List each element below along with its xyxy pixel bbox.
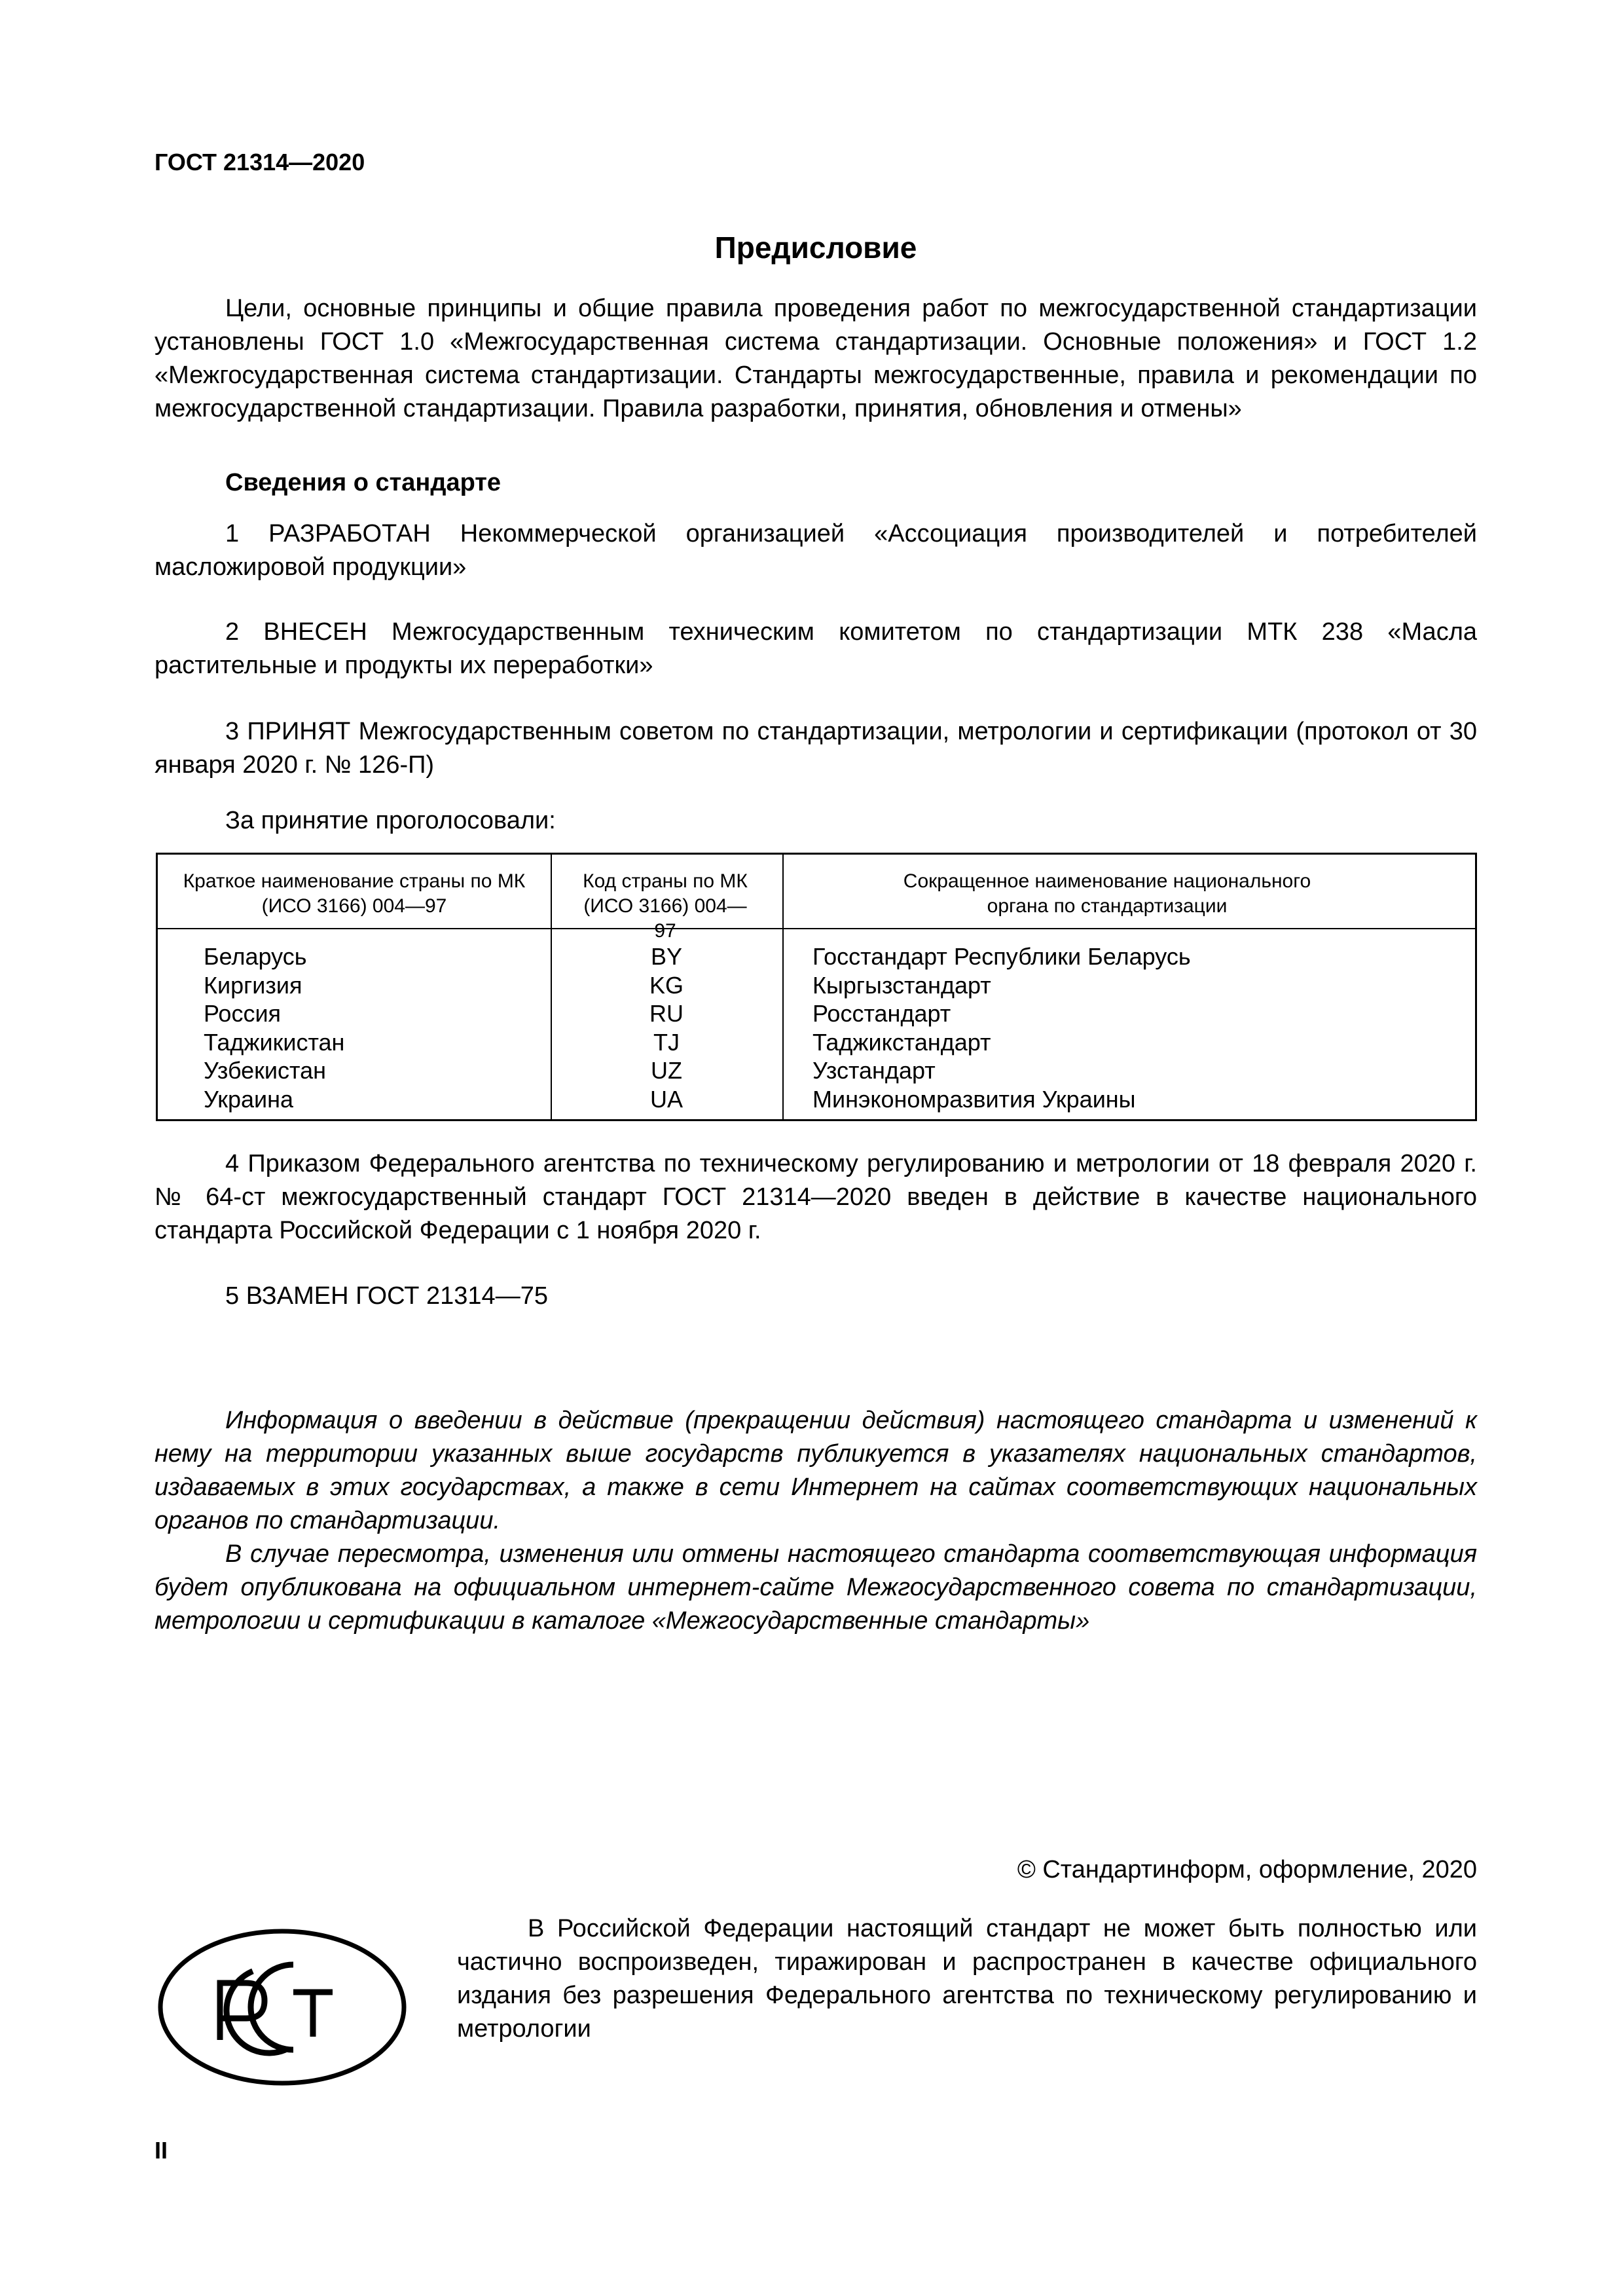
table-cell-code: UA [649, 1085, 683, 1113]
item-order: 4 Приказом Федерального агентства по техническому регулированию и метрологии от 18 февраля 2020 г. № 64-ст межгосударственный стандарт ГОСТ 21314—2020 введен в действие в качестве национального стандарта Российской Федерации с 1 ноября 2020 г. [155, 1150, 1477, 1244]
voted-label: За принятие проголосовали: [225, 807, 556, 834]
item-developed: 1 РАЗРАБОТАН Некоммерческой организацией «Ассоциация производителей и потребителей масложировой продукции» [155, 520, 1477, 581]
copyright: © Стандартинформ, оформление, 2020 [1017, 1856, 1477, 1883]
code-column [551, 942, 782, 1113]
table-cell-code: KG [649, 971, 684, 999]
table-cell-body: Кыргызстандарт [812, 971, 991, 999]
rst-logo [155, 1925, 410, 2089]
info-note-1: Информация о введении в действие (прекращении действия) настоящего стандарта и изменений к нему на территории указанных выше государств публикуется в указателях национальных стандартов, издаваемых в этих государствах, а также в сети Интернет на сайтах соответствующих национальных органов по стандартизации. [155, 1407, 1477, 1534]
table-divider [782, 855, 784, 1119]
body-column [812, 942, 1191, 1113]
item-adopted: 3 ПРИНЯТ Межгосударственным советом по стандартизации, метрологии и сертификации (протокол от 30 января 2020 г. № 126-П) [155, 718, 1477, 779]
table-cell-country: Беларусь [204, 943, 307, 970]
table-cell-body: Минэкономразвития Украины [812, 1085, 1136, 1113]
table-header-divider [158, 928, 1475, 929]
table-cell-body: Узстандарт [812, 1057, 936, 1084]
table-cell-code: TJ [653, 1028, 680, 1056]
table-header-code: Код страны по МК (ИСО 3166) 004—97 [583, 870, 748, 942]
table-cell-body: Росстандарт [812, 1000, 951, 1027]
info-heading: Сведения о стандарте [225, 469, 501, 496]
info-note-2: В случае пересмотра, изменения или отмены настоящего стандарта соответствующая информация будет опубликована на официальном интернет-сайте Межгосударственного совета по стандартизации, метрологии и сертификации в каталоге «Межгосударственные стандарты» [155, 1540, 1477, 1635]
item-replaces: 5 ВЗАМЕН ГОСТ 21314—75 [225, 1282, 548, 1310]
table-cell-code: BY [650, 943, 683, 970]
table-cell-country: Украина [204, 1085, 294, 1113]
page-title: Предисловие [714, 231, 917, 265]
page-number: II [155, 2137, 168, 2164]
document-header: ГОСТ 21314—2020 [155, 149, 365, 176]
countries-table [156, 853, 1477, 1121]
rst-logo-icon [155, 1925, 410, 2089]
table-cell-code: RU [649, 1000, 684, 1027]
table-cell-body: Госстандарт Республики Беларусь [812, 943, 1191, 970]
table-cell-body: Таджикстандарт [812, 1028, 991, 1056]
item-introduced: 2 ВНЕСЕН Межгосударственным техническим комитетом по стандартизации МТК 238 «Масла растительные и продукты их переработки» [155, 618, 1477, 679]
table-cell-country: Узбекистан [204, 1057, 327, 1084]
table-cell-code: UZ [651, 1057, 682, 1084]
table-cell-country: Таджикистан [204, 1028, 345, 1056]
intro-paragraph: Цели, основные принципы и общие правила проведения работ по межгосударственной стандартизации установлены ГОСТ 1.0 «Межгосударственная система стандартизации. Основные положения» и ГОСТ 1.2 «Межгосударственная система стандартизации. Стандарты межгосударственные, правила и рекомендации по межгосударственной стандартизации. Правила разработки, принятия, обновления и отмены» [155, 295, 1477, 422]
table-header-country: Краткое наименование страны по МК (ИСО 3166) 004—97 [183, 870, 526, 917]
table-cell-country: Киргизия [204, 971, 302, 999]
copyright-notice: В Российской Федерации настоящий стандарт не может быть полностью или частично воспроизведен, тиражирован и распространен в качестве официального издания без разрешения Федерального агентства по техническому регулированию и метрологии [457, 1915, 1477, 2043]
table-cell-country: Россия [204, 1000, 282, 1027]
country-column [204, 942, 344, 1113]
table-header-body: Сокращенное наименование национального органа по стандартизации [903, 870, 1311, 917]
